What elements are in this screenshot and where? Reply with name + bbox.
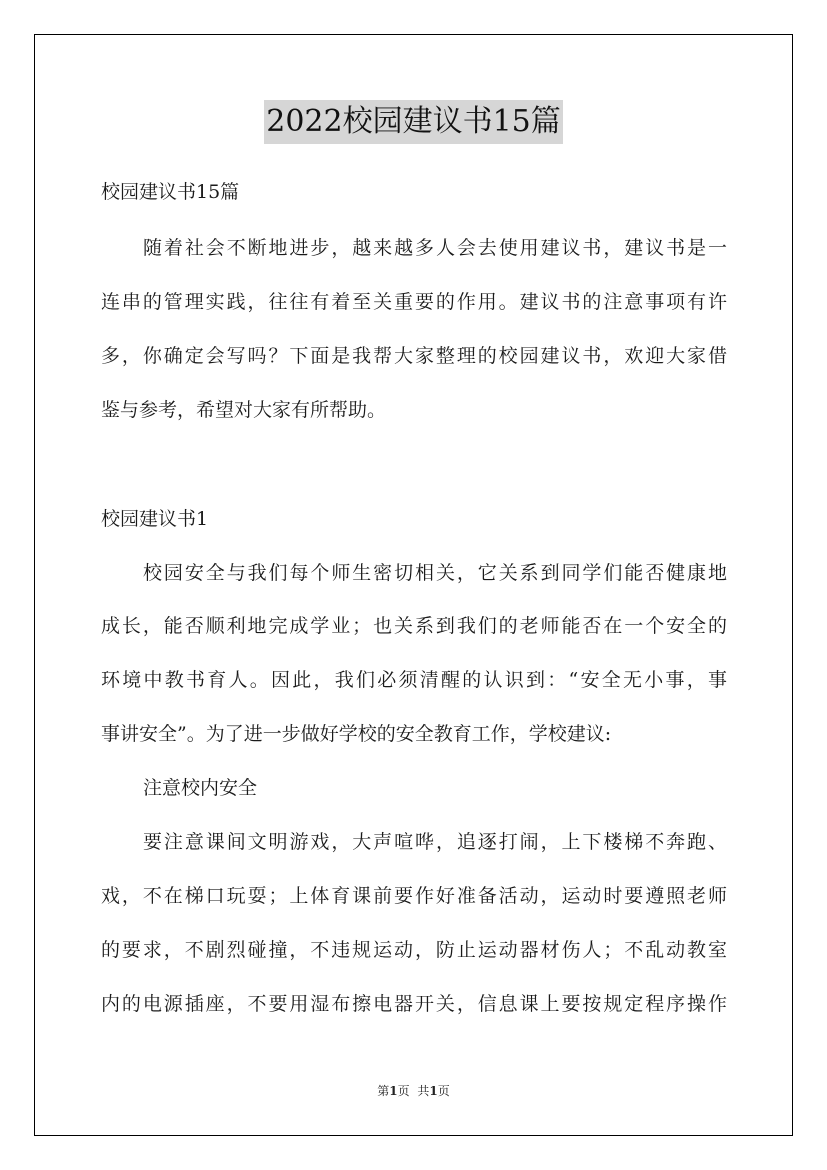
subheading-line: 注意校内安全 — [143, 777, 258, 799]
page-suffix: 页 — [397, 1084, 410, 1098]
paragraph-line: 要注意课间文明游戏，大声喧哗，追逐打闹，上下楼梯不奔跑、 — [143, 831, 727, 853]
paragraph-line: 事讲安全”。为了进一步做好学校的安全教育工作，学校建议: — [101, 723, 612, 745]
paragraph-line: 成长，能否顺利地完成学业；也关系到我们的老师能否在一个安全的 — [101, 615, 727, 637]
paragraph-line: 环境中教书育人。因此，我们必须清醒的认识到：“安全无小事，事 — [101, 669, 727, 691]
paragraph-line: 戏，不在梯口玩耍；上体育课前要作好准备活动，运动时要遵照老师 — [101, 885, 727, 907]
paragraph-line: 鉴与参考，希望对大家有所帮助。 — [101, 399, 387, 421]
page-prefix: 第 — [377, 1084, 390, 1098]
paragraph-line: 连串的管理实践，往往有着至关重要的作用。建议书的注意事项有许 — [101, 291, 727, 313]
paragraph-line: 随着社会不断地进步，越来越多人会去使用建议书，建议书是一 — [143, 237, 727, 259]
page-number: 1 — [389, 1084, 398, 1098]
paragraph-line: 的要求，不剧烈碰撞，不违规运动，防止运动器材伤人；不乱动教室 — [101, 939, 727, 961]
document-title: 2022校园建议书15篇 — [264, 100, 563, 144]
section-heading: 校园建议书1 — [101, 508, 209, 530]
subtitle-line: 校园建议书15篇 — [101, 181, 240, 203]
page-footer — [0, 1082, 827, 1099]
paragraph-line: 内的电源插座，不要用湿布擦电器开关，信息课上要按规定程序操作 — [101, 993, 727, 1015]
total-prefix: 共 — [417, 1084, 430, 1098]
title-container — [0, 100, 827, 144]
total-pages: 1 — [429, 1084, 438, 1098]
paragraph-line: 多，你确定会写吗？下面是我帮大家整理的校园建议书，欢迎大家借 — [101, 345, 727, 367]
paragraph-line: 校园安全与我们每个师生密切相关，它关系到同学们能否健康地 — [143, 562, 727, 584]
total-suffix: 页 — [437, 1084, 450, 1098]
